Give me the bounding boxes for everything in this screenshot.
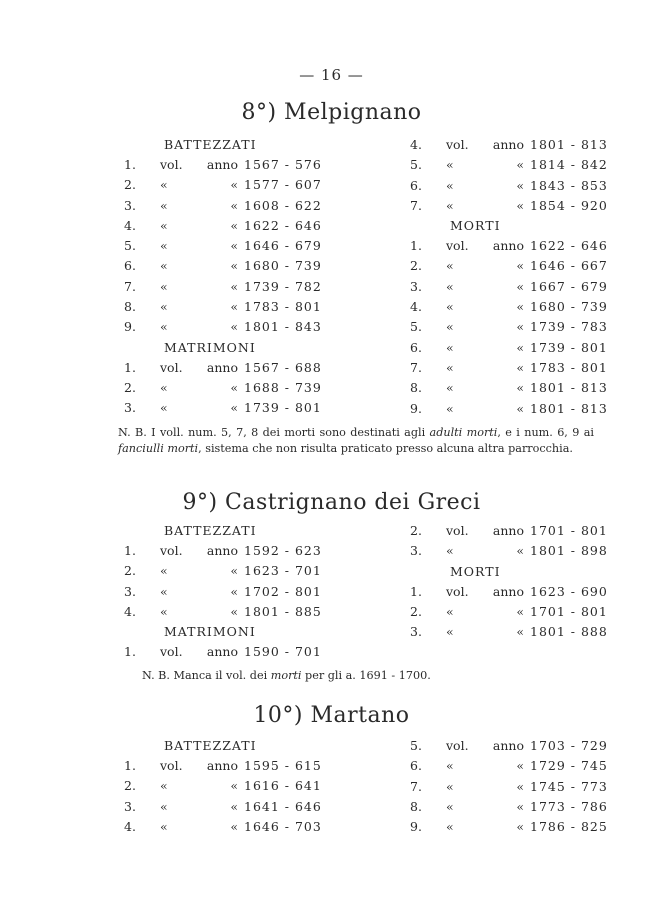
martano-right-column xyxy=(410,736,620,837)
volume-number: 2. xyxy=(410,603,422,619)
year-label: anno xyxy=(206,644,238,660)
year-range: 1623 - 690 xyxy=(530,583,608,599)
register-row xyxy=(124,378,334,398)
year-range: 1622 - 646 xyxy=(530,238,608,254)
volume-label: « xyxy=(446,177,454,193)
year-label: « xyxy=(230,379,238,395)
register-row xyxy=(124,797,334,817)
volume-number: 2. xyxy=(410,523,422,538)
year-label: « xyxy=(230,177,238,193)
volume-label: « xyxy=(446,798,454,814)
castrignano-right-column xyxy=(410,521,620,642)
year-label: « xyxy=(516,543,524,559)
year-label: « xyxy=(230,197,238,213)
note-text: N. B. Manca il vol. dei xyxy=(142,669,271,682)
volume-number: 4. xyxy=(124,603,136,619)
year-label: « xyxy=(516,380,524,396)
register-row xyxy=(124,196,334,216)
year-range: 1646 - 679 xyxy=(244,238,322,254)
volume-number: 3. xyxy=(124,400,136,416)
year-range: 1590 - 701 xyxy=(244,644,322,660)
volume-label: « xyxy=(160,818,168,834)
volume-label: « xyxy=(160,217,168,233)
volume-number: 1. xyxy=(410,583,422,599)
volume-label: « xyxy=(446,819,454,835)
year-label: anno xyxy=(492,583,524,599)
volume-number: 5. xyxy=(410,157,422,173)
year-range: 1801 - 813 xyxy=(530,137,608,152)
year-label: anno xyxy=(492,137,524,152)
year-range: 1739 - 782 xyxy=(244,278,322,294)
year-range: 1703 - 729 xyxy=(530,738,608,753)
year-label: anno xyxy=(206,359,238,375)
register-row xyxy=(410,602,620,622)
register-row xyxy=(410,777,620,797)
note-text: , sistema che non risulta praticato presso alcuna altra parrocchia. xyxy=(198,442,573,455)
volume-number: 3. xyxy=(410,624,422,640)
year-label: « xyxy=(516,400,524,416)
register-row xyxy=(124,277,334,297)
register-heading: BATTEZZATI xyxy=(164,137,257,152)
register-heading: MATRIMONI xyxy=(164,339,256,355)
year-range: 1801 - 813 xyxy=(530,380,608,396)
section-title-castrignano: 9°) Castrignano dei Greci xyxy=(182,490,481,515)
castrignano-note xyxy=(142,668,618,684)
volume-number: 3. xyxy=(124,798,136,814)
register-row xyxy=(124,317,334,337)
year-label: « xyxy=(230,319,238,335)
register-row xyxy=(124,541,334,561)
volume-label: « xyxy=(160,379,168,395)
register-row xyxy=(410,582,620,602)
year-range: 1595 - 615 xyxy=(244,758,322,773)
year-range: 1567 - 688 xyxy=(244,359,322,375)
section-title-melpignano: 8°) Melpignano xyxy=(241,100,422,125)
year-label: « xyxy=(230,238,238,254)
register-row xyxy=(410,521,620,541)
volume-number: 3. xyxy=(410,278,422,294)
volume-number: 5. xyxy=(410,319,422,335)
volume-number: 7. xyxy=(410,359,422,375)
volume-number: 6. xyxy=(410,758,422,774)
volume-number: 5. xyxy=(410,738,422,753)
year-label: « xyxy=(516,758,524,774)
register-row xyxy=(410,236,620,256)
volume-number: 6. xyxy=(410,339,422,355)
register-heading: MATRIMONI xyxy=(164,624,256,640)
year-label: « xyxy=(516,798,524,814)
register-heading: MORTI xyxy=(450,563,501,579)
volume-label: « xyxy=(446,278,454,294)
volume-number: 4. xyxy=(410,137,422,152)
year-range: 1801 - 888 xyxy=(530,624,608,640)
register-row xyxy=(124,561,334,581)
year-range: 1801 - 843 xyxy=(244,319,322,335)
register-row xyxy=(124,756,334,776)
volume-number: 3. xyxy=(410,543,422,559)
year-label: « xyxy=(230,258,238,274)
register-row xyxy=(410,378,620,398)
register-row xyxy=(124,155,334,175)
year-range: 1801 - 898 xyxy=(530,543,608,559)
year-range: 1801 - 885 xyxy=(244,603,322,619)
volume-label: vol. xyxy=(446,583,469,599)
year-label: « xyxy=(230,778,238,794)
volume-number: 2. xyxy=(124,177,136,193)
year-range: 1739 - 783 xyxy=(530,319,608,335)
volume-label: vol. xyxy=(446,238,469,254)
register-row xyxy=(124,776,334,796)
register-row xyxy=(410,176,620,196)
year-label: « xyxy=(516,624,524,640)
year-label: « xyxy=(516,177,524,193)
year-label: « xyxy=(516,157,524,173)
volume-number: 7. xyxy=(410,778,422,794)
section-title-martano: 10°) Martano xyxy=(253,703,410,728)
volume-label: « xyxy=(446,758,454,774)
volume-label: « xyxy=(446,400,454,416)
melpignano-left-column xyxy=(124,135,334,419)
year-label: « xyxy=(516,299,524,315)
register-row xyxy=(124,297,334,317)
volume-label: « xyxy=(446,624,454,640)
volume-label: « xyxy=(160,299,168,315)
page-number: — 16 — xyxy=(299,66,364,84)
melpignano-right-column xyxy=(410,135,620,419)
register-row xyxy=(410,541,620,561)
register-row xyxy=(410,358,620,378)
register-row xyxy=(124,398,334,418)
volume-label: vol. xyxy=(446,523,469,538)
year-range: 1646 - 703 xyxy=(244,818,322,834)
volume-number: 8. xyxy=(124,299,136,315)
year-range: 1773 - 786 xyxy=(530,798,608,814)
register-row xyxy=(410,622,620,642)
register-heading: MORTI xyxy=(450,218,501,234)
register-heading: BATTEZZATI xyxy=(164,738,257,753)
register-row xyxy=(124,642,334,662)
volume-number: 1. xyxy=(124,758,136,773)
volume-number: 8. xyxy=(410,798,422,814)
year-label: anno xyxy=(206,157,238,172)
volume-label: « xyxy=(446,778,454,794)
volume-label: « xyxy=(160,778,168,794)
register-row xyxy=(410,196,620,216)
year-range: 1814 - 842 xyxy=(530,157,608,173)
note-text: , e i num. 6, 9 ai xyxy=(497,426,594,439)
register-row xyxy=(410,297,620,317)
volume-label: vol. xyxy=(160,758,183,773)
volume-number: 3. xyxy=(124,197,136,213)
year-label: « xyxy=(516,339,524,355)
volume-number: 5. xyxy=(124,238,136,254)
volume-number: 1. xyxy=(124,359,136,375)
year-range: 1680 - 739 xyxy=(244,258,322,274)
volume-number: 4. xyxy=(410,299,422,315)
year-label: « xyxy=(230,563,238,579)
volume-label: « xyxy=(160,177,168,193)
register-row xyxy=(410,155,620,175)
volume-number: 1. xyxy=(124,157,136,172)
year-label: « xyxy=(516,258,524,274)
register-row xyxy=(410,736,620,756)
volume-label: « xyxy=(160,563,168,579)
volume-label: « xyxy=(446,543,454,559)
register-row xyxy=(410,317,620,337)
volume-number: 2. xyxy=(124,379,136,395)
volume-label: vol. xyxy=(160,543,183,558)
volume-label: « xyxy=(160,603,168,619)
register-row xyxy=(410,135,620,155)
note-italic: morti xyxy=(270,669,302,682)
volume-number: 6. xyxy=(124,258,136,274)
volume-label: « xyxy=(160,258,168,274)
year-range: 1646 - 667 xyxy=(530,258,608,274)
volume-label: « xyxy=(160,400,168,416)
year-label: « xyxy=(230,278,238,294)
year-label: « xyxy=(516,278,524,294)
volume-number: 1. xyxy=(124,644,136,660)
year-label: « xyxy=(230,583,238,599)
volume-number: 9. xyxy=(410,819,422,835)
register-row xyxy=(124,358,334,378)
year-range: 1745 - 773 xyxy=(530,778,608,794)
volume-label: « xyxy=(446,359,454,375)
year-label: anno xyxy=(492,238,524,254)
register-row xyxy=(410,817,620,837)
year-label: « xyxy=(230,818,238,834)
year-range: 1783 - 801 xyxy=(530,359,608,375)
volume-number: 7. xyxy=(124,278,136,294)
year-range: 1843 - 853 xyxy=(530,177,608,193)
year-range: 1622 - 646 xyxy=(244,217,322,233)
note-italic: adulti morti xyxy=(429,426,498,439)
volume-number: 2. xyxy=(410,258,422,274)
register-row xyxy=(410,797,620,817)
volume-number: 4. xyxy=(124,818,136,834)
year-label: « xyxy=(516,603,524,619)
register-row xyxy=(410,338,620,358)
volume-label: « xyxy=(446,157,454,173)
volume-label: « xyxy=(160,197,168,213)
year-range: 1623 - 701 xyxy=(244,563,322,579)
year-range: 1783 - 801 xyxy=(244,299,322,315)
year-label: « xyxy=(516,197,524,213)
register-row xyxy=(124,236,334,256)
year-label: « xyxy=(230,400,238,416)
year-label: anno xyxy=(206,543,238,558)
register-row xyxy=(410,756,620,776)
volume-number: 8. xyxy=(410,380,422,396)
volume-number: 2. xyxy=(124,563,136,579)
volume-number: 2. xyxy=(124,778,136,794)
year-range: 1567 - 576 xyxy=(244,157,322,172)
volume-label: « xyxy=(446,339,454,355)
volume-number: 3. xyxy=(124,583,136,599)
year-label: « xyxy=(230,217,238,233)
year-range: 1641 - 646 xyxy=(244,798,322,814)
volume-label: « xyxy=(446,258,454,274)
volume-label: vol. xyxy=(446,137,469,152)
year-range: 1801 - 813 xyxy=(530,400,608,416)
volume-number: 1. xyxy=(124,543,136,558)
year-range: 1701 - 801 xyxy=(530,523,608,538)
register-row xyxy=(124,817,334,837)
year-range: 1854 - 920 xyxy=(530,197,608,213)
volume-label: « xyxy=(446,603,454,619)
register-row xyxy=(124,602,334,622)
volume-label: vol. xyxy=(160,157,183,172)
register-row xyxy=(410,256,620,276)
year-range: 1616 - 641 xyxy=(244,778,322,794)
martano-left-column xyxy=(124,736,334,837)
volume-number: 6. xyxy=(410,177,422,193)
year-label: « xyxy=(230,603,238,619)
register-heading: BATTEZZATI xyxy=(164,523,257,538)
year-label: anno xyxy=(206,758,238,773)
year-range: 1608 - 622 xyxy=(244,197,322,213)
year-label: « xyxy=(516,778,524,794)
note-italic: fanciulli morti xyxy=(118,442,199,455)
volume-label: vol. xyxy=(446,738,469,753)
volume-label: « xyxy=(446,299,454,315)
year-range: 1701 - 801 xyxy=(530,603,608,619)
register-row xyxy=(124,256,334,276)
year-range: 1577 - 607 xyxy=(244,177,322,193)
castrignano-left-column xyxy=(124,521,334,662)
register-row xyxy=(410,277,620,297)
volume-label: « xyxy=(446,319,454,335)
note-text: N. B. I voll. num. 5, 7, 8 dei morti sono destinati agli xyxy=(118,426,430,439)
year-range: 1592 - 623 xyxy=(244,543,322,558)
register-row xyxy=(124,582,334,602)
year-label: « xyxy=(230,798,238,814)
register-row xyxy=(124,175,334,195)
volume-number: 1. xyxy=(410,238,422,254)
volume-label: « xyxy=(160,319,168,335)
year-range: 1739 - 801 xyxy=(530,339,608,355)
year-label: « xyxy=(516,359,524,375)
year-label: « xyxy=(516,319,524,335)
year-range: 1739 - 801 xyxy=(244,400,322,416)
volume-label: vol. xyxy=(160,644,183,660)
volume-number: 7. xyxy=(410,197,422,213)
year-range: 1786 - 825 xyxy=(530,819,608,835)
year-range: 1688 - 739 xyxy=(244,379,322,395)
volume-number: 4. xyxy=(124,217,136,233)
year-range: 1680 - 739 xyxy=(530,299,608,315)
register-row xyxy=(410,399,620,419)
year-label: « xyxy=(516,819,524,835)
volume-number: 9. xyxy=(124,319,136,335)
volume-label: « xyxy=(160,238,168,254)
volume-label: « xyxy=(160,583,168,599)
melpignano-note xyxy=(118,425,594,457)
note-text: per gli a. 1691 - 1700. xyxy=(301,669,431,682)
volume-label: « xyxy=(446,380,454,396)
volume-label: « xyxy=(446,197,454,213)
volume-label: « xyxy=(160,798,168,814)
volume-label: vol. xyxy=(160,359,183,375)
year-label: anno xyxy=(492,738,524,753)
year-label: anno xyxy=(492,523,524,538)
year-range: 1729 - 745 xyxy=(530,758,608,774)
register-row xyxy=(124,216,334,236)
volume-label: « xyxy=(160,278,168,294)
year-range: 1667 - 679 xyxy=(530,278,608,294)
year-range: 1702 - 801 xyxy=(244,583,322,599)
volume-number: 9. xyxy=(410,400,422,416)
year-label: « xyxy=(230,299,238,315)
